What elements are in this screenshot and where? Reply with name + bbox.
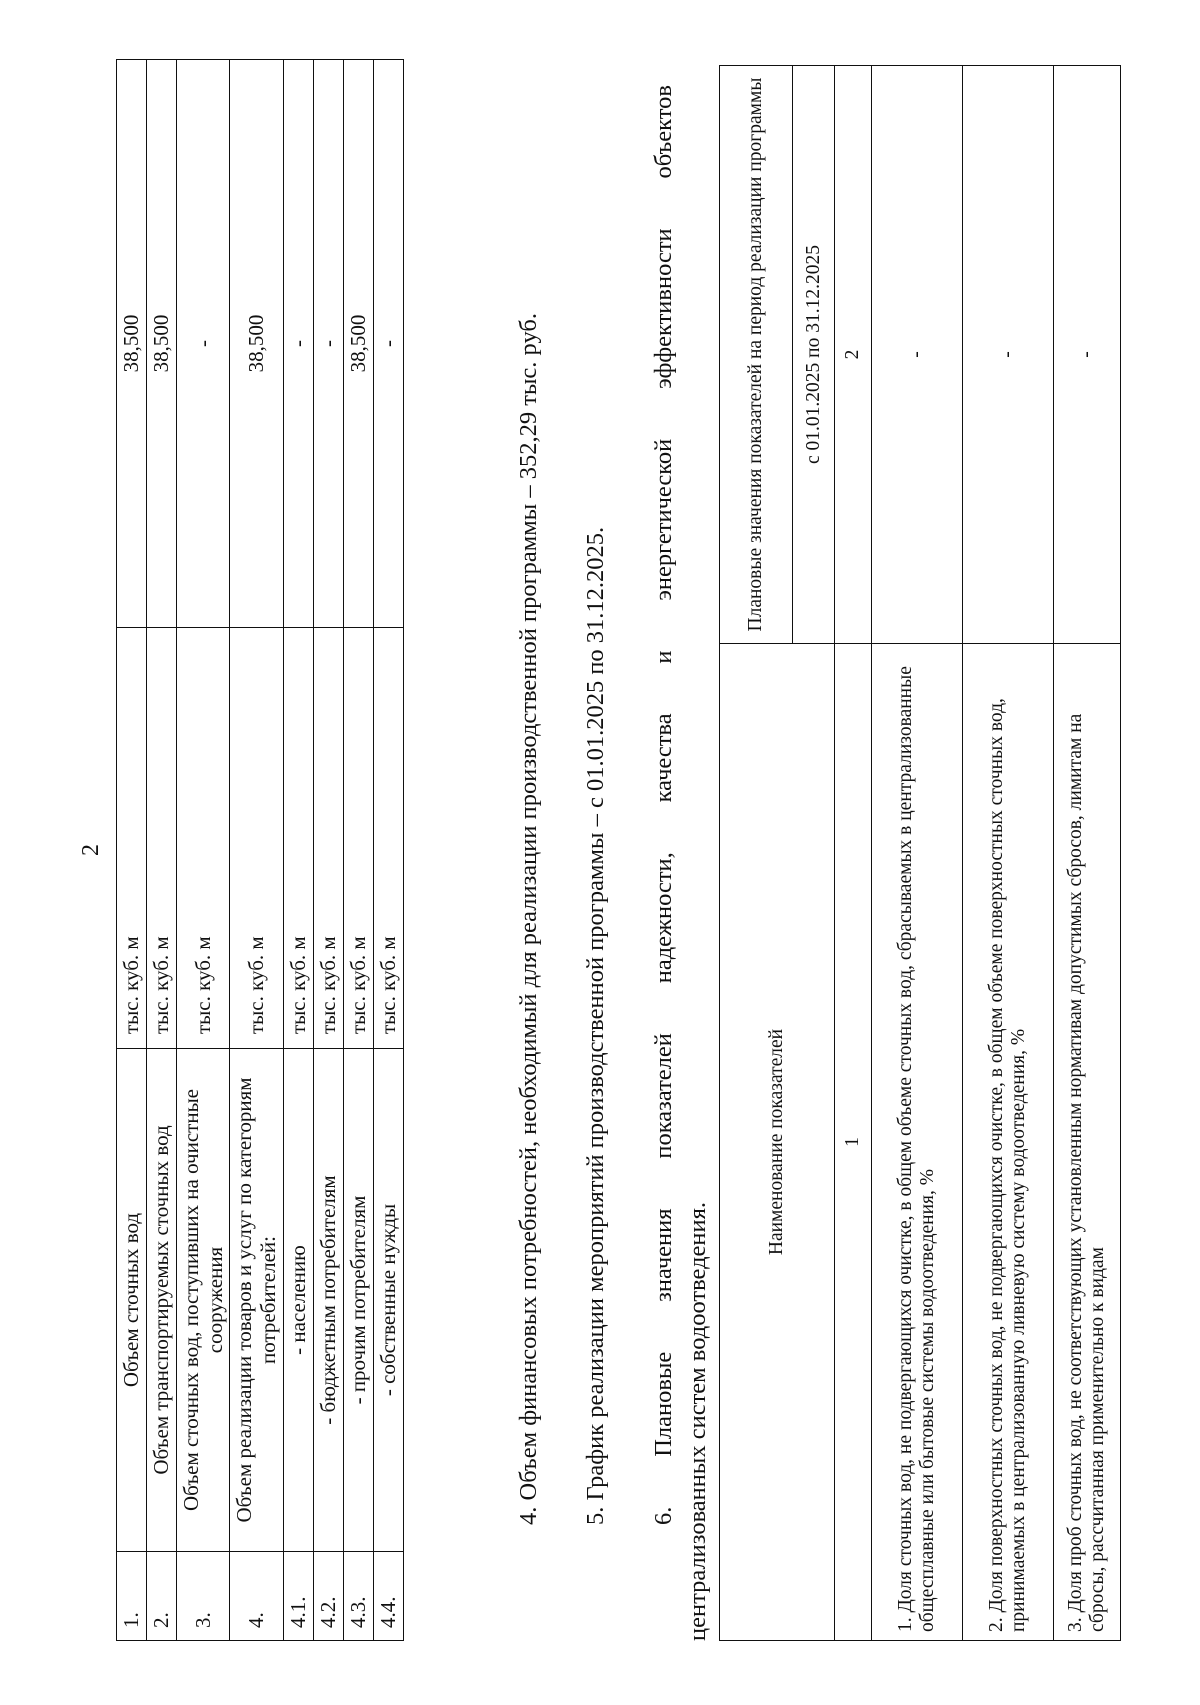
heading-word: 6. [650,1506,677,1525]
indicator-value: - [963,66,1054,644]
row-number: 2. [147,1552,177,1641]
row-name: Объем сточных вод [117,1049,147,1552]
indicator-value: - [1054,66,1121,644]
planned-values-heading-line2: централизованных систем водоотведения. [684,1201,711,1641]
row-name: Объем реализации товаров и услуг по категориям потребителей: [230,1049,283,1552]
financial-needs-paragraph: 4. Объем финансовых потребностей, необходимый для реализации производственной программы – 352,29 тыс. руб. [515,313,542,1525]
planned-values-heading [650,85,678,1525]
row-name: - собственные нужды [373,1049,403,1552]
indicator-text: 3. Доля проб сточных вод, не соответствующих установленным нормативам допустимых сбросов, лимитам на сбросы, рассчитанная применительно к видам [1054,644,1121,1641]
header-period: с 01.01.2025 по 31.12.2025 [792,66,834,644]
row-name: - населению [283,1049,313,1552]
row-unit: тыс. куб. м [117,628,147,1049]
indicator-value: - [872,66,963,644]
row-name: - прочим потребителям [343,1049,373,1552]
table-row [177,60,230,1641]
row-unit: тыс. куб. м [313,628,343,1049]
row-unit: тыс. куб. м [343,628,373,1049]
row-unit: тыс. куб. м [147,628,177,1049]
table-header-row [720,66,793,1641]
row-value: 38,500 [230,60,283,628]
table-column-numbers-row [835,66,872,1641]
table-row [963,66,1054,1641]
heading-word: эффективности [650,228,677,389]
table-row [147,60,177,1641]
heading-word: надежности, [650,852,677,984]
table-row [373,60,403,1641]
table-row [283,60,313,1641]
row-value: - [283,60,313,628]
row-value: - [177,60,230,628]
planned-values-table [719,65,1121,1641]
row-number: 4.1. [283,1552,313,1641]
header-planned-values: Плановые значения показателей на период реализации программы [720,66,793,644]
row-name: - бюджетным потребителям [313,1049,343,1552]
table-row [872,66,963,1641]
row-unit: тыс. куб. м [283,628,313,1049]
header-indicator-name: Наименование показателей [720,644,835,1641]
row-value: 38,500 [117,60,147,628]
heading-word: объектов [650,85,677,179]
table-row [343,60,373,1641]
heading-word: качества [650,713,677,803]
heading-word: Плановые [650,1351,677,1457]
row-name: Объем сточных вод, поступивших на очистные сооружения [177,1049,230,1552]
heading-word: энергетической [650,438,677,601]
indicator-text: 2. Доля поверхностных сточных вод, не подвергающихся очистке, в общем объеме поверхностных сточных вод, принимаемых в централизованную ливневую систему водоотведения, % [963,644,1054,1641]
row-number: 4.3. [343,1552,373,1641]
column-number-1: 1 [835,644,872,1641]
row-unit: тыс. куб. м [230,628,283,1049]
row-number: 1. [117,1552,147,1641]
table-row [313,60,343,1641]
heading-word: значения [650,1208,677,1302]
column-number-2: 2 [835,66,872,644]
row-value: - [313,60,343,628]
row-unit: тыс. куб. м [373,628,403,1049]
row-number: 4.4. [373,1552,403,1641]
page-number: 2 [78,844,104,856]
indicator-text: 1. Доля сточных вод, не подвергающихся очистке, в общем объеме сточных вод, сбрасываемых в централизованные общесплавные или бытовые системы водоотведения, % [872,644,963,1641]
indicators-table [116,59,404,1641]
row-number: 3. [177,1552,230,1641]
schedule-paragraph: 5. График реализации мероприятий производственной программы – с 01.01.2025 по 31.12.2025. [582,526,609,1525]
row-number: 4. [230,1552,283,1641]
row-name: Объем транспортируемых сточных вод [147,1049,177,1552]
row-unit: тыс. куб. м [177,628,230,1049]
row-value: 38,500 [343,60,373,628]
table-row [230,60,283,1641]
row-value: - [373,60,403,628]
row-number: 4.2. [313,1552,343,1641]
table-row [1054,66,1121,1641]
table-row [117,60,147,1641]
heading-word: показателей [650,1033,677,1159]
heading-word: и [650,650,677,664]
row-value: 38,500 [147,60,177,628]
